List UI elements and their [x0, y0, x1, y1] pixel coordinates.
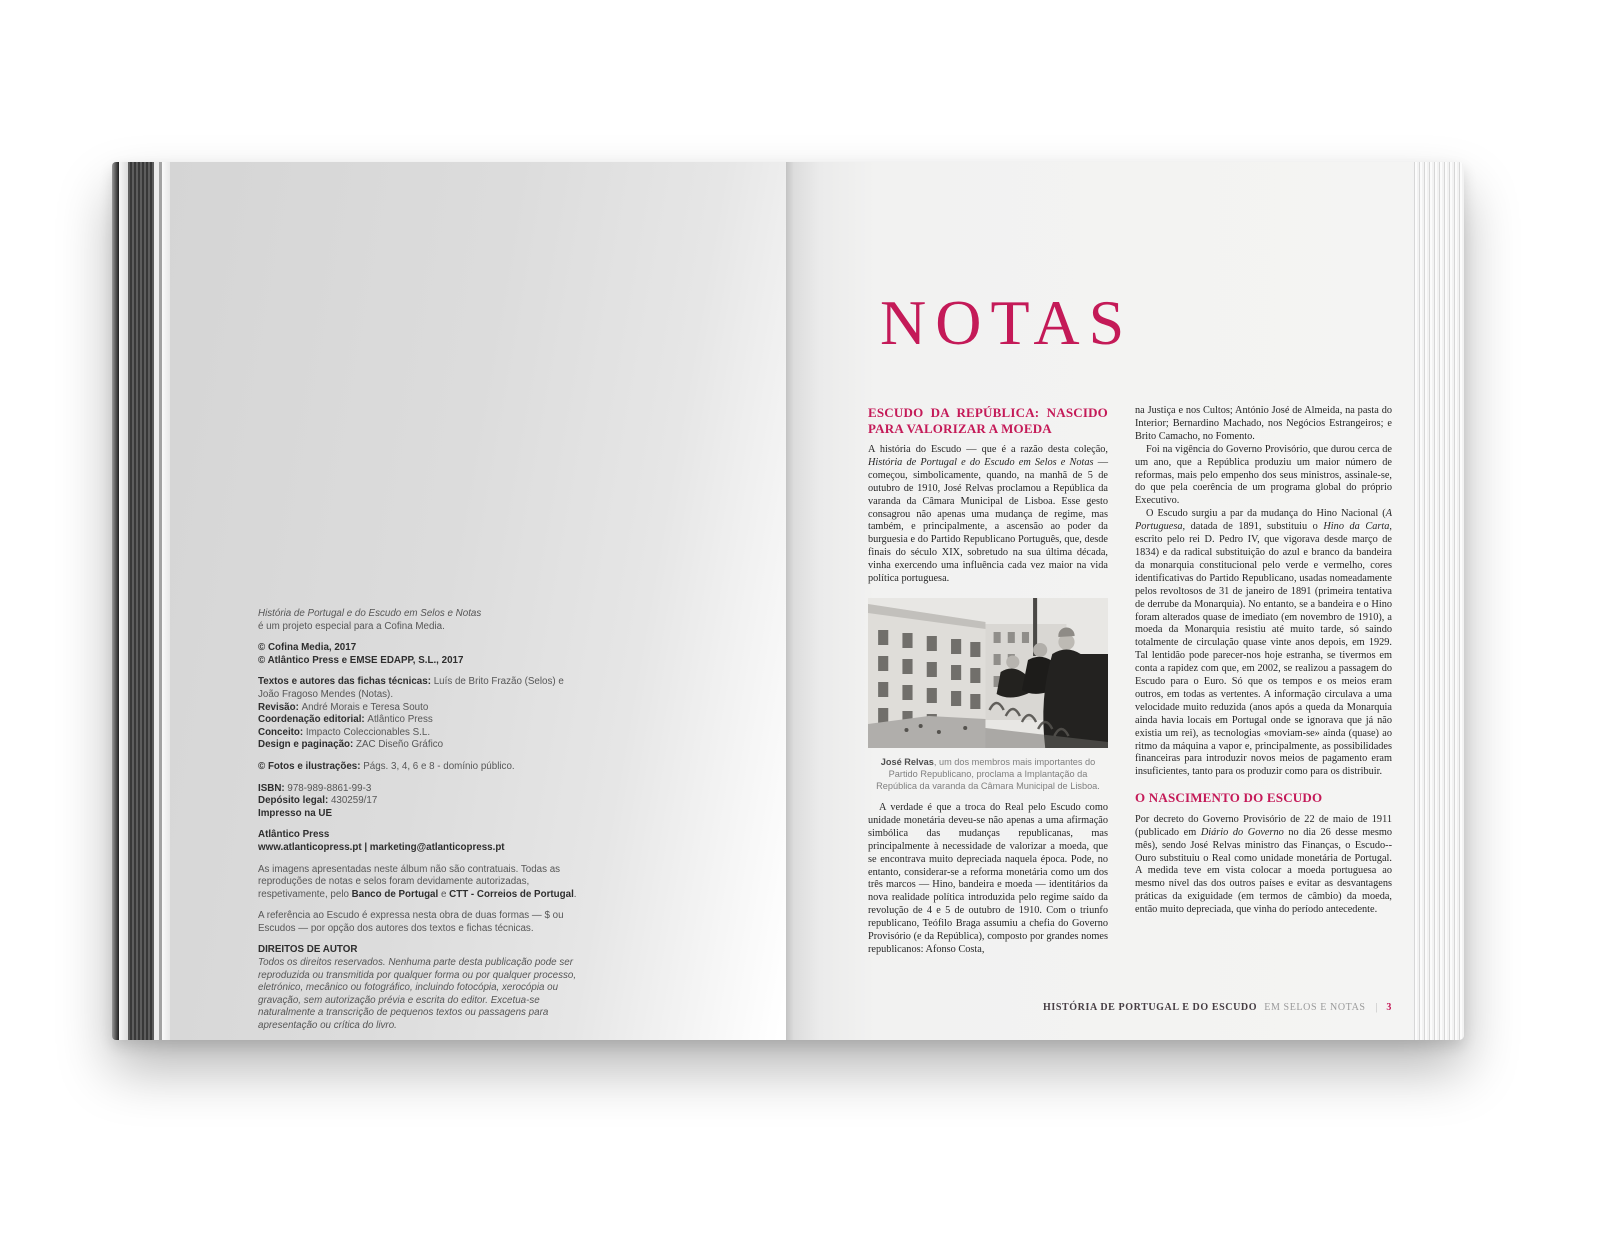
open-book — [112, 162, 1464, 1040]
text-run: José Relvas — [880, 756, 934, 767]
text-run: Atlântico Press — [258, 829, 330, 841]
notas-article-page — [786, 162, 1412, 1040]
text-run: e — [438, 888, 450, 900]
colophon-line — [258, 676, 580, 701]
text-run: Atlântico Press — [367, 714, 433, 726]
page-number: 3 — [1386, 1002, 1392, 1013]
colophon-line — [258, 621, 580, 634]
text-run: Coordenação editorial: — [258, 714, 368, 726]
page-edge-gap — [119, 162, 128, 1040]
text-run: ISBN: — [258, 782, 288, 794]
colophon-block — [258, 608, 580, 633]
colophon — [258, 608, 580, 1042]
text-run: O Escudo surgiu a par da mudança do Hino Nacional ( — [1146, 508, 1386, 520]
text-run: Design e paginação: — [258, 739, 356, 751]
running-footer — [1043, 1002, 1392, 1013]
text-run: Banco de Portugal — [351, 888, 439, 900]
text-run: História de Portugal e do Escudo em Selos e Notas — [868, 456, 1094, 468]
colophon-line — [258, 608, 580, 621]
colophon-block — [258, 944, 580, 1032]
text-run: Foi na vigência do Governo Provisório, que durou cerca de um ano, que a República produziu um maior número de reformas, mais pelo empenho dos seus ministros, assinale-se, do que pela coerência de um programa global do próprio Executivo. — [1135, 443, 1392, 507]
text-run: Diário do Governo — [1200, 826, 1284, 838]
historic-photo-illustration — [868, 598, 1108, 748]
text-run: Hino da Carta — [1323, 521, 1390, 533]
colophon-line — [258, 808, 580, 821]
colophon-line — [258, 727, 580, 740]
text-run: é um projeto especial para a Cofina Media. — [258, 620, 445, 632]
text-run: na Justiça e nos Cultos; António José de Almeida, na pasta do Interior; Bernardino Machado, nos Negócios Estrangeiros; e Brito Camacho, no Fomento. — [1135, 405, 1392, 442]
colophon-line — [258, 795, 580, 808]
text-run: Luís de Brito Frazão (Selos) e João Fragoso Mendes (Notas). — [258, 676, 564, 700]
colophon-block — [258, 783, 580, 821]
column-one — [868, 405, 1108, 957]
colophon-block — [258, 910, 580, 935]
text-run: A verdade é que a troca do Real pelo Escudo como unidade monetária deveu-se não apenas a uma afirmação simbólica das mudanças republicanas, mas principalmente à necessidade de valorizar a moeda, que se encontrava muito depreciada naquela época. Pode, no entanto, considerar-se a reforma monetária como um dos três marcos — Hino, bandeira e moeda — identitários da nova realidade política introduzida pelo regime saído da revolução de 4 e 5 de outubro de 1910. Com o triunfo republicano, Teófilo Braga assumiu a chefia do Governo Provisório (e da República), composto por grandes nomes republicanos: Afonso Costa, — [868, 801, 1108, 955]
section-heading-escudo-da-republica: ESCUDO DA REPÚBLICA: NASCIDO PARA VALORIZAR A MOEDA — [868, 405, 1108, 436]
photo-figure — [868, 598, 1108, 792]
footer-book-title: HISTÓRIA DE PORTUGAL E DO ESCUDO — [1042, 1002, 1258, 1013]
colophon-line — [258, 829, 580, 842]
section-heading-nascimento-do-escudo: O NASCIMENTO DO ESCUDO — [1135, 790, 1323, 806]
paragraph — [868, 444, 1108, 586]
text-run: Depósito legal: — [258, 795, 331, 807]
text-run: © Cofina Media, 2017 — [258, 642, 357, 654]
colophon-line — [258, 842, 580, 855]
colophon-page — [170, 162, 786, 1040]
paragraph — [868, 802, 1108, 957]
paragraph — [1135, 444, 1392, 509]
text-run: www.atlanticopress.pt | marketing@atlanticopress.pt — [258, 841, 505, 853]
text-run: 978-989-8861-99-3 — [287, 782, 372, 794]
book-cover-left-edge — [112, 162, 170, 1040]
page-edge-inner — [162, 162, 170, 1040]
text-run: , escrito pelo rei D. Pedro IV, que vigorava desde março de 1834) e da radical substituição do azul e branco da bandeira da monarquia constitucional pelo verde e vermelho, cores identificativas do Partido Republicano, usadas nomeadamente pelos revoltosos de 31 de janeiro de 1891 (primeira tentativa de derrube da Monarquia). No entanto, se a bandeira e o Hino foram alterados quase de imediato (em novembro de 1910), a moeda da Monarquia resistiu até muito tarde, só saindo totalmente de circulação quase vinte anos depois, em 1929. Tal lentidão pode parecer-nos hoje estranha, se tivermos em conta a rapidez com que, em 2002, se realizou a passagem do Escudo para o Euro. Só que os tempos e os meios eram outros, em todas as vertentes. A informação circulava a uma velocidade muito reduzida (anos após a queda da Monarquia ainda havia locais em Portugal onde se ignorava que já não existia um rei), as tecnologias «moviam-se» ainda (quase) ao ritmo da máquina a vapor e, principalmente, as possibilidades financeiras para introduzir novos meios de pagamento eram insuficientes, tanto para os produzir como para os distribuir. — [1135, 521, 1392, 778]
colophon-block — [258, 829, 580, 854]
text-run: © Fotos e ilustrações: — [258, 760, 364, 772]
text-run: DIREITOS DE AUTOR — [258, 944, 358, 956]
colophon-line — [258, 714, 580, 727]
paragraph — [1135, 508, 1392, 779]
colophon-line — [258, 783, 580, 796]
text-run: A Portuguesa — [1135, 508, 1392, 533]
cover-board-edge — [112, 162, 119, 1040]
text-run: , um dos membros mais importantes do Partido Republicano, proclama a Implantação da República da varanda da Câmara Municipal de Lisboa. — [876, 756, 1100, 791]
text-run: História de Portugal e do Escudo em Selos e Notas — [258, 608, 482, 619]
text-run: 430259/17 — [330, 795, 378, 807]
colophon-line — [258, 702, 580, 715]
text-run: no dia 26 desse mesmo mês), sendo José Relvas ministro das Finanças, o Escudo--Ouro substituiu o Real como unidade monetária de Portugal. A medida teve em vista colocar a moeda portuguesa ao mesmo nível das dos outros países e evitar as desvantagens práticas da exiguidade (em termos de câmbio) da moeda, então muito depreciada, que vinha do período antecedente. — [1135, 826, 1393, 916]
text-run: Conceito: — [258, 726, 306, 738]
colophon-block — [258, 676, 580, 752]
text-run: Págs. 3, 4, 6 e 8 - domínio público. — [363, 760, 515, 772]
footer-separator: | — [1375, 1002, 1379, 1013]
colophon-line — [258, 957, 580, 1033]
colophon-line — [258, 642, 580, 655]
photo-caption — [868, 756, 1108, 792]
colophon-block — [258, 642, 580, 667]
book-page-edges-right — [1412, 162, 1464, 1040]
text-run: As imagens apresentadas neste álbum não são contratuais. Todas as reproduções de notas e selos foram devidamente autorizadas, respetivamente, pelo — [258, 863, 561, 900]
text-run: Impresso na UE — [258, 807, 333, 819]
colophon-line — [258, 910, 580, 935]
text-run: A história do Escudo — que é a razão desta coleção, — [868, 444, 1108, 455]
colophon-line — [258, 655, 580, 668]
article-columns — [868, 405, 1392, 957]
colophon-line — [258, 864, 580, 902]
text-run: Todos os direitos reservados. Nenhuma parte desta publicação pode ser reproduzida ou transmitida por qualquer forma ou por qualquer processo, eletrónico, mecânico ou fotográfico, incluindo fotocópia, xerocópia ou gravação, sem autorização prévia e escrita do editor. Excetua-se naturalmente a transcrição de pequenos textos ou passagens para apresentação ou crítica do livro. — [258, 957, 577, 1032]
jose-relvas-balcony-photo — [868, 598, 1108, 748]
text-run: Impacto Coleccionables S.L. — [305, 726, 431, 738]
column-two — [1135, 405, 1392, 957]
text-run: CTT - Correios de Portugal — [449, 888, 574, 900]
text-run: Textos e autores das fichas técnicas: — [258, 676, 434, 688]
text-run: Revisão: — [258, 701, 302, 713]
text-run: , datada de 1891, substituiu o — [1182, 521, 1324, 533]
paragraph — [1135, 814, 1392, 917]
footer-book-subtitle: EM SELOS E NOTAS — [1264, 1002, 1366, 1013]
page-block-edge — [128, 162, 154, 1040]
colophon-block — [258, 864, 580, 902]
text-run: André Morais e Teresa Souto — [301, 701, 429, 713]
text-run: Por decreto do Governo Provisório de 22 de maio de 1911 (publicado em — [1135, 813, 1392, 838]
text-run: . — [573, 888, 577, 900]
colophon-block — [258, 761, 580, 774]
colophon-line — [258, 761, 580, 774]
text-run: — começou, simbolicamente, quando, na manhã de 5 de outubro de 1910, José Relvas proclamou a República da varanda da Câmara Municipal de Lisboa. Esse gesto consagrou não apenas uma mudança de regime, mas também, e principalmente, a ascensão ao poder da burguesia e do Partido Republicano Português, que, desde finais do século XIX, sobretudo na sua última década, vinha exercendo uma influência cada vez maior na vida política portuguesa. — [868, 456, 1108, 585]
text-run: ZAC Diseño Gráfico — [356, 739, 444, 751]
colophon-line — [258, 739, 580, 752]
text-run: A referência ao Escudo é expressa nesta obra de duas formas — $ ou Escudos — por opção dos autores dos textos e fichas técnicas. — [258, 910, 564, 934]
paragraph — [1135, 405, 1392, 444]
page-title: NOTAS — [880, 287, 1134, 358]
colophon-line — [258, 944, 580, 957]
text-run: © Atlântico Press e EMSE EDAPP, S.L., 2017 — [258, 654, 464, 666]
